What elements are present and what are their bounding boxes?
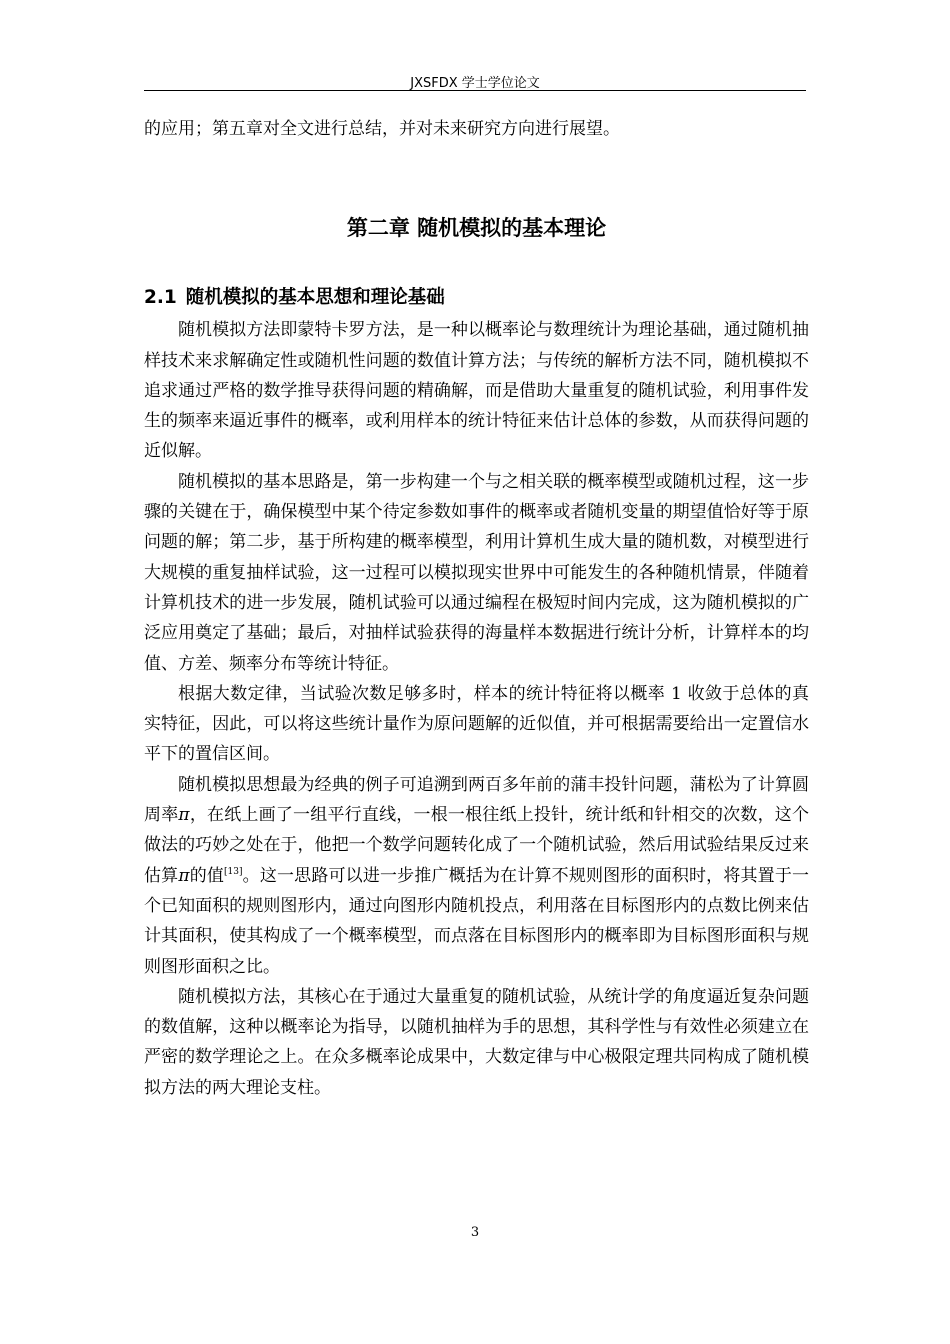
page-body — [144, 114, 809, 1103]
pi-symbol: π — [178, 805, 190, 826]
paragraph-buffon-needle — [144, 770, 809, 982]
chapter-title: 第二章 随机模拟的基本理论 — [346, 216, 607, 241]
paragraph-monte-carlo-definition: 随机模拟方法即蒙特卡罗方法，是一种以概率论与数理统计为理论基础，通过随机抽样技术来求解确定性或随机性问题的数值计算方法；与传统的解析方法不同，随机模拟不追求通过严格的数学推导获得问题的精确解，而是借助大量重复的随机试验，利用事件发生的频率来逼近事件的概率，或利用样本的统计特征来估计总体的参数，从而获得问题的近似解。 — [144, 320, 809, 462]
intro-tail-paragraph: 的应用；第五章对全文进行总结，并对未来研究方向进行展望。 — [144, 119, 620, 139]
buffon-text-1: 随机模拟思想最为经典的例子可追溯到两百多年前的蒲丰投针问题，蒲松为了计算圆周率 — [144, 774, 809, 826]
section-title: 随机模拟的基本思想和理论基础 — [185, 287, 445, 309]
pi-symbol: π — [178, 865, 190, 886]
paragraph-law-of-large-numbers: 根据大数定律，当试验次数足够多时，样本的统计特征将以概率 1 收敛于总体的真实特征，因此，可以将这些统计量作为原问题解的近似值，并可根据需要给出一定置信水平下的置信区间。 — [144, 683, 809, 765]
section-heading — [144, 283, 809, 313]
page-number: 3 — [470, 1225, 480, 1240]
paragraph-theoretical-pillars: 随机模拟方法，其核心在于通过大量重复的随机试验，从统计学的角度逼近复杂问题的数值解，这种以概率论为指导，以随机抽样为手的思想，其科学性与有效性必须建立在严密的数学理论之上。在众多概率论成果中，大数定律与中心极限定理共同构成了随机模拟方法的两大理论支柱。 — [144, 986, 809, 1098]
buffon-text-2: ，在纸上画了一组平行直线，一根一根往纸上投针，统计纸和针相交的次数，这个做法的巧妙之处在于，他把一个数学问题转化成了一个随机试验，然后用试验结果反过来估算 — [144, 805, 810, 886]
buffon-text-4: 。这一思路可以进一步推广概括为在计算不规则图形的面积时，将其置于一个已知面积的规则图形内，通过向图形内随机投点，利用落在目标图形内的点数比例来估计其面积，使其构成了一个概率模型，而点落在目标图形内的概率即为目标图形面积与规则图形面积之比。 — [144, 865, 810, 977]
buffon-text-3: 的值 — [189, 865, 225, 886]
citation-ref[interactable]: [13] — [224, 866, 243, 877]
header-rule — [144, 90, 806, 91]
section-number: 2.1 — [144, 287, 177, 309]
paragraph-basic-approach: 随机模拟的基本思路是，第一步构建一个与之相关联的概率模型或随机过程，这一步骤的关键在于，确保模型中某个待定参数如事件的概率或者随机变量的期望值恰好等于原问题的解；第二步，基于所构建的概率模型，利用计算机生成大量的随机数，对模型进行大规模的重复抽样试验，这一过程可以模拟现实世界中可能发生的各种随机情景，伴随着计算机技术的进一步发展，随机试验可以通过编程在极短时间内完成，这为随机模拟的广泛应用奠定了基础；最后，对抽样试验获得的海量样本数据进行统计分析，计算样本的均值、方差、频率分布等统计特征。 — [144, 471, 809, 674]
running-header: JXSFDX 学士学位论文 — [410, 76, 540, 91]
